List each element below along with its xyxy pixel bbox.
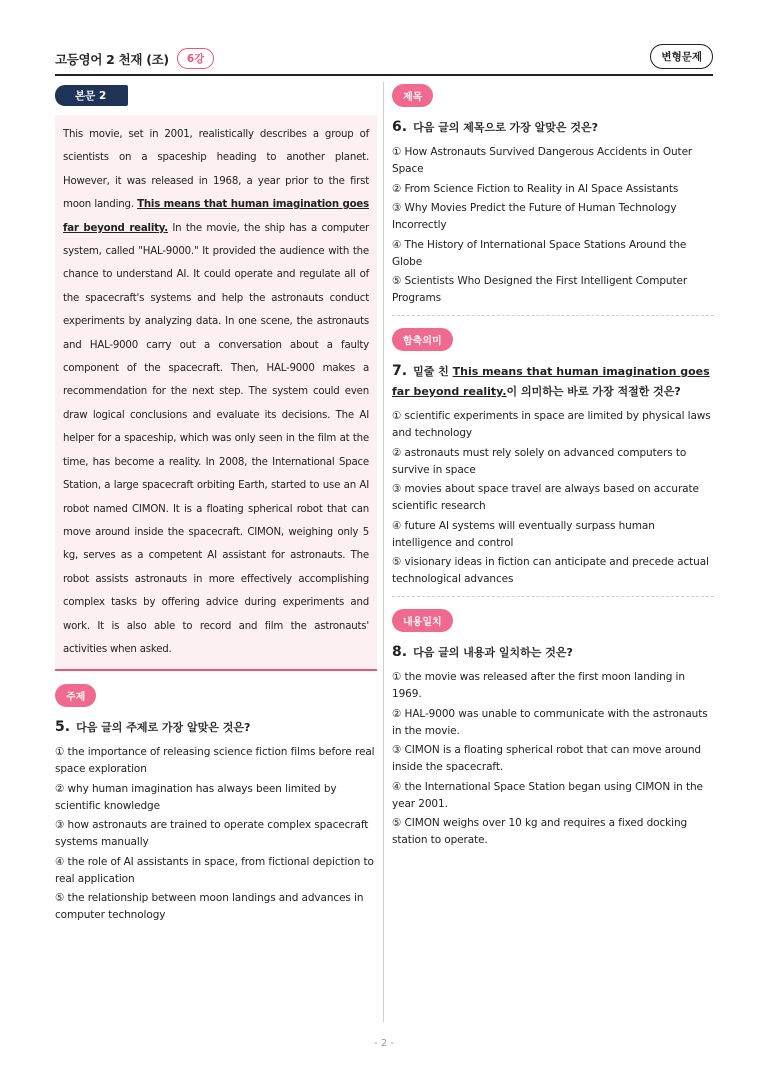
q5-option[interactable]: ③ how astronauts are trained to operate complex spacecraft systems manually: [55, 819, 369, 849]
page-header: [55, 44, 713, 76]
passage-box: [55, 115, 377, 671]
left-column: [55, 84, 377, 927]
q5-option[interactable]: ⑤ the relationship between moon landings and advances in computer technology: [55, 892, 364, 922]
q7-badge: 함축의미: [392, 328, 453, 351]
q6-badge: 제목: [392, 84, 433, 107]
q5-number: 5.: [55, 719, 71, 736]
lesson-badge: 6강: [177, 48, 214, 69]
right-column: [392, 84, 714, 852]
q6-section: [392, 84, 714, 307]
q8-option[interactable]: ⑤ CIMON weighs over 10 kg and requires a fixed docking station to operate.: [392, 817, 688, 846]
q8-badge: 내용일치: [392, 609, 453, 632]
q6-option[interactable]: ⑤ Scientists Who Designed the First Intelligent Computer Programs: [392, 275, 688, 304]
q7-option[interactable]: ④ future AI systems will eventually surpass human intelligence and control: [392, 519, 655, 549]
q5-options: [55, 744, 377, 924]
q5-prompt: 다음 글의 주제로 가장 알맞은 것은?: [76, 721, 251, 735]
column-divider: [383, 82, 384, 1022]
q7-option[interactable]: ⑤ visionary ideas in fiction can anticipate and precede actual technological advances: [392, 556, 709, 585]
q8-prompt: 다음 글의 내용과 일치하는 것은?: [413, 646, 573, 659]
q5-heading: [55, 717, 377, 738]
q6-option[interactable]: ④ The History of International Space Stations Around the Globe: [392, 238, 687, 268]
header-left: [55, 48, 214, 69]
header-title: 고등영어 2 천재 (조): [55, 51, 169, 67]
q5-option[interactable]: ① the importance of releasing science fiction films before real space exploration: [55, 746, 375, 776]
q7-prompt-pre: 밑줄 친: [413, 365, 453, 378]
passage-text-after: In the movie, the ship has a computer system, called "HAL-9000." It provided the audience with the chance to understand AI. It could operate and regulate all of the spacecraft's systems and help the astronauts conduct experiments by analyzing data. In one scene, the astronauts and HAL-9000 carry out a conversation about a faulty component of the spacecraft. Then, HAL-9000 makes a recommendation for the next step. The system could even draw logical conclusions and evaluate its decisions. The AI helper for a spaceship, which was only seen in the film at the time, has become a reality. In 2008, the International Space Station, a large spacecraft orbiting Earth, started to use an AI robot named CIMON. It is a floating spherical robot that can move around inside the spacecraft. CIMON, weighing only 5 kg, serves as a competent AI assistant for astronauts. The robot assists astronauts in more effectively accomplishing complex tasks by offering advice during experiments and work. It is also able to record and film the astronauts' activities when asked.: [63, 222, 370, 655]
q7-option[interactable]: ② astronauts must rely solely on advanced computers to survive in space: [392, 446, 687, 476]
q5-section: [55, 684, 377, 924]
q6-option[interactable]: ③ Why Movies Predict the Future of Human Technology Incorrectly: [392, 202, 677, 231]
q8-option[interactable]: ① the movie was released after the first moon landing in 1969.: [392, 671, 685, 700]
q8-option[interactable]: ③ CIMON is a floating spherical robot that can move around inside the spacecraft.: [392, 744, 702, 773]
passage-underlined: This means that human imagination goes far beyond reality.: [63, 199, 370, 234]
q8-section: [392, 609, 714, 849]
q8-number: 8.: [392, 644, 408, 660]
q5-option[interactable]: ② why human imagination has always been limited by scientific knowledge: [55, 782, 337, 812]
q7-prompt-underlined: This means that human imagination goes far beyond reality.: [392, 365, 710, 398]
q7-option[interactable]: ③ movies about space travel are always based on accurate scientific research: [392, 483, 699, 512]
passage-text-before: This movie, set in 2001, realistically describes a group of scientists on a spaceship heading to another planet. However, it was released in 1968, a year prior to the first moon landing.: [63, 129, 369, 211]
type-badge: 변형문제: [650, 44, 713, 69]
q7-prompt-post: 이 의미하는 바로 가장 적절한 것은?: [506, 385, 681, 398]
page-number: - 2 -: [374, 1038, 394, 1049]
passage-badge: 본문 2: [55, 85, 128, 106]
q5-option[interactable]: ④ the role of AI assistants in space, from fictional depiction to real application: [55, 855, 374, 885]
q6-number: 6.: [392, 119, 408, 135]
q7-option[interactable]: ① scientific experiments in space are limited by physical laws and technology: [392, 410, 711, 439]
q6-heading: [392, 117, 714, 138]
q6-options: [392, 144, 714, 307]
q5-badge: 주제: [55, 684, 96, 707]
q6-option[interactable]: ① How Astronauts Survived Dangerous Accidents in Outer Space: [392, 146, 693, 175]
q8-heading: [392, 642, 714, 663]
q7-options: [392, 408, 714, 588]
section-divider: [392, 596, 714, 597]
q8-option[interactable]: ② HAL-9000 was unable to communicate with the astronauts in the movie.: [392, 707, 708, 737]
q7-number: 7.: [392, 363, 408, 379]
q8-option[interactable]: ④ the International Space Station began using CIMON in the year 2001.: [392, 780, 703, 810]
q8-options: [392, 669, 714, 849]
q6-prompt: 다음 글의 제목으로 가장 알맞은 것은?: [413, 121, 598, 134]
q7-heading: [392, 361, 714, 402]
q7-section: [392, 328, 714, 588]
q6-option[interactable]: ② From Science Fiction to Reality in AI Space Assistants: [392, 182, 679, 195]
section-divider: [392, 315, 714, 316]
